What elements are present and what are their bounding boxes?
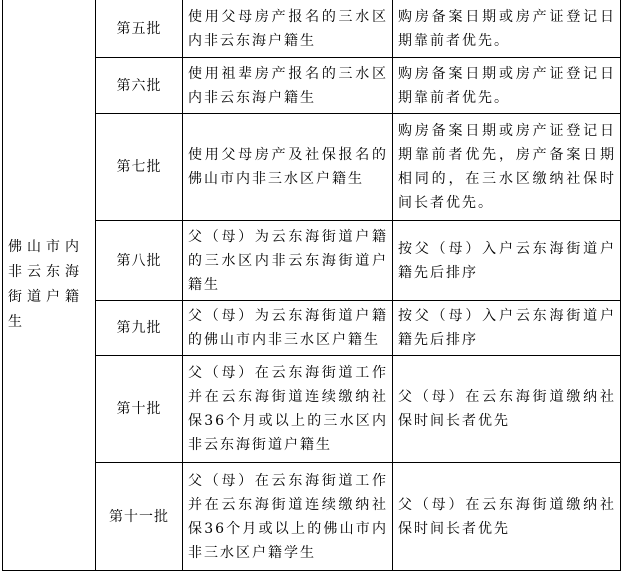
- condition-text: 父（母）在云东海街道工作并在云东海街道连续缴纳社保36个月或以上的三水区内非云东海街道户籍生: [188, 365, 388, 453]
- admission-batch-table: [2, 0, 621, 571]
- table-row: [3, 356, 621, 463]
- priority-rule-cell: [393, 58, 621, 114]
- priority-rule-cell: [393, 0, 621, 58]
- batch-cell: 第八批: [96, 221, 183, 301]
- table-row: [3, 301, 621, 356]
- batch-cell: 第九批: [96, 301, 183, 356]
- priority-rule-text: 父（母）在云东海街道缴纳社保时间长者优先: [398, 389, 616, 429]
- condition-cell: [183, 463, 393, 571]
- condition-cell: [183, 301, 393, 356]
- priority-rule-cell: [393, 301, 621, 356]
- priority-rule-cell: [393, 221, 621, 301]
- condition-text: 父（母）为云东海街道户籍的三水区内非云东海街道户籍生: [188, 228, 388, 293]
- priority-rule-text: 父（母）在云东海街道缴纳社保时间长者优先: [398, 496, 616, 537]
- condition-text: 使用父母房产报名的三水区内非云东海户籍生: [188, 8, 388, 49]
- batch-cell: 第六批: [96, 58, 183, 114]
- condition-text: 使用祖辈房产报名的三水区内非云东海户籍生: [188, 65, 388, 106]
- condition-text: 父（母）在云东海街道工作并在云东海街道连续缴纳社保36个月或以上的佛山市内非三水区户籍学生: [188, 472, 388, 561]
- batch-cell: 第五批: [96, 0, 183, 58]
- priority-rule-text: 购房备案日期或房产证登记日期靠前者优先。: [398, 8, 616, 49]
- table-row: [3, 114, 621, 221]
- priority-rule-text: 按父（母）入户云东海街道户籍先后排序: [398, 308, 616, 348]
- priority-rule-cell: [393, 114, 621, 221]
- student-group-label: [3, 0, 96, 571]
- table-row: [3, 221, 621, 301]
- priority-rule-cell: [393, 356, 621, 463]
- condition-cell: [183, 0, 393, 58]
- batch-cell: 第十一批: [96, 463, 183, 571]
- condition-text: 使用父母房产及社保报名的佛山市内非三水区户籍生: [188, 147, 388, 187]
- table-row: [3, 0, 621, 58]
- priority-rule-text: 购房备案日期或房产证登记日期靠前者优先，房产备案日期相同的，在三水区缴纳社保时间长者优先。: [398, 123, 616, 211]
- table-row: [3, 58, 621, 114]
- table-row: [3, 463, 621, 571]
- condition-cell: [183, 356, 393, 463]
- condition-cell: [183, 58, 393, 114]
- priority-rule-cell: [393, 463, 621, 571]
- condition-text: 父（母）为云东海街道户籍的佛山市内非三水区户籍生: [188, 308, 388, 348]
- student-group-text: 佛山市内非云东海街道户籍生: [8, 239, 84, 330]
- condition-cell: [183, 114, 393, 221]
- priority-rule-text: 按父（母）入户云东海街道户籍先后排序: [398, 240, 616, 281]
- batch-cell: 第十批: [96, 356, 183, 463]
- batch-cell: 第七批: [96, 114, 183, 221]
- condition-cell: [183, 221, 393, 301]
- priority-rule-text: 购房备案日期或房产证登记日期靠前者优先。: [398, 65, 616, 106]
